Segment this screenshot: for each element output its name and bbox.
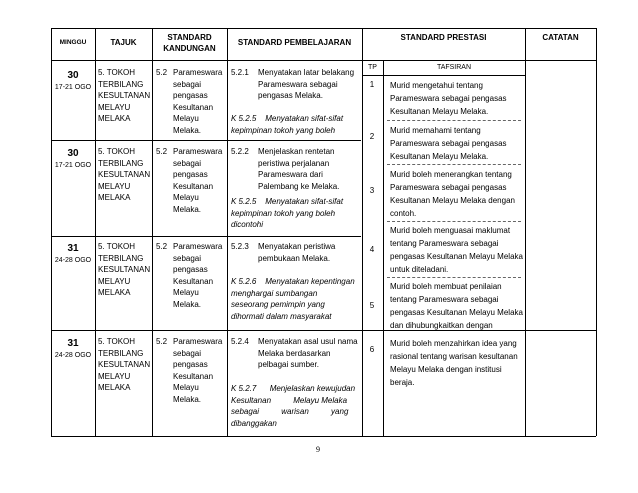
- pembelajaran-text: Menyatakan peristiwa pembukaan Melaka.: [258, 242, 336, 263]
- pembelajaran-kurikulum-text: K 5.2.5 Menyatakan sifat-sifat kepimpinan tokoh yang boleh: [231, 114, 344, 135]
- tafsiran-text: Murid memahami tentang Parameswara sebagai pengasas Kesultanan Melayu Melaka.: [390, 126, 507, 161]
- header-minggu: MINGGU: [59, 39, 87, 46]
- page-number: 9: [316, 445, 320, 454]
- table-border-top: [51, 28, 596, 29]
- tajuk-text: 5. TOKOH TERBILANG KESULTANAN MELAYU MELAKA: [98, 147, 151, 203]
- tajuk-text: 5. TOKOH TERBILANG KESULTANAN MELAYU MELAKA: [98, 68, 151, 124]
- week-date: 24-28 OGO: [54, 257, 92, 264]
- tp-level: 5: [369, 301, 375, 310]
- col-divider-tp: [383, 60, 384, 436]
- tafsiran-text: Murid boleh menguasai maklumat tentang Parameswara sebagai pengasas Kesultanan Melayu Melaka untuk diteladani.: [390, 226, 523, 274]
- header-tp: TP: [368, 64, 377, 71]
- kandungan-number: 5.2: [156, 242, 168, 251]
- kandungan-text: Parameswara sebagai pengasas Kesultanan Melayu Melaka.: [173, 147, 223, 214]
- pembelajaran-text: Menyatakan latar belakang Parameswara sebagai pengasas Melaka.: [258, 68, 355, 101]
- week-number: 30: [67, 70, 79, 81]
- header-standard-prestasi: STANDARD PRESTASI: [400, 33, 487, 42]
- pembelajaran-text: Menyatakan asal usul nama Melaka berdasarkan pelbagai sumber.: [258, 337, 358, 370]
- row-divider-2: [51, 236, 361, 237]
- pembelajaran-number: 5.2.3: [231, 242, 249, 251]
- pembelajaran-number: 5.2.1: [231, 68, 249, 77]
- kandungan-number: 5.2: [156, 147, 168, 156]
- tp-level: 6: [369, 345, 375, 354]
- pembelajaran-number: 5.2.2: [231, 147, 249, 156]
- tp-level: 3: [369, 186, 375, 195]
- kandungan-number: 5.2: [156, 337, 168, 346]
- tafsiran-separator: [387, 120, 521, 121]
- week-date: 24-28 OGO: [54, 352, 92, 359]
- kandungan-text: Parameswara sebagai pengasas Kesultanan Melayu Melaka.: [173, 242, 223, 309]
- tp-level: 2: [369, 132, 375, 141]
- tafsiran-separator: [387, 164, 521, 165]
- week-date: 17-21 OGO: [54, 162, 92, 169]
- col-divider-prestasi: [525, 28, 526, 436]
- pembelajaran-kurikulum-text: K 5.2.5 Menyatakan sifat-sifat kepimpinan tokoh yang boleh dicontohi: [231, 197, 344, 230]
- table-border-right: [596, 28, 597, 436]
- week-number: 30: [67, 148, 79, 159]
- header-tafsiran: TAFSIRAN: [436, 64, 472, 71]
- row-divider-1: [51, 140, 361, 141]
- header-standard-pembelajaran: STANDARD PEMBELAJARAN: [237, 38, 352, 47]
- col-divider-pembelajaran: [362, 28, 363, 436]
- header-divider: [51, 60, 596, 61]
- col-divider-tajuk: [152, 28, 153, 436]
- tp-level: 1: [369, 80, 375, 89]
- tafsiran-text: Murid boleh membuat penilaian tentang Parameswara sebagai pengasas Kesultanan Melayu Melaka dan dihubungkaitkan dengan: [390, 282, 523, 330]
- header-tajuk: TAJUK: [110, 38, 137, 47]
- pembelajaran-kurikulum-text: K 5.2.7 Menjelaskan kewujudan Kesultanan Melayu Melaka sebagai warisan yang dibanggakan: [231, 384, 356, 428]
- header-catatan: CATATAN: [542, 33, 579, 42]
- pembelajaran-text: Menjelaskan rentetan peristiwa perjalanan Parameswara dari Palembang ke Melaka.: [258, 147, 340, 191]
- pembelajaran-number: 5.2.4: [231, 337, 249, 346]
- col-divider-kandungan: [227, 28, 228, 436]
- tafsiran-text: Murid boleh menerangkan tentang Parameswara sebagai pengasas Kesultanan Melayu Melaka dengan contoh.: [390, 170, 515, 218]
- pembelajaran-kurikulum-text: K 5.2.6 Menyatakan kepentingan menghargai sumbangan seseorang pemimpin yang dihormati dalam masyarakat: [231, 277, 355, 321]
- kandungan-text: Parameswara sebagai pengasas Kesultanan Melayu Melaka.: [173, 68, 223, 135]
- tajuk-text: 5. TOKOH TERBILANG KESULTANAN MELAYU MELAKA: [98, 337, 151, 393]
- kandungan-number: 5.2: [156, 68, 168, 77]
- tafsiran-text: Murid mengetahui tentang Parameswara sebagai pengasas Kesultanan Melayu Melaka.: [390, 81, 507, 116]
- tajuk-text: 5. TOKOH TERBILANG KESULTANAN MELAYU MELAKA: [98, 242, 151, 298]
- prestasi-subheader-divider: [362, 75, 525, 76]
- tafsiran-separator: [387, 277, 521, 278]
- table-border-bottom: [51, 436, 596, 437]
- week-date: 17-21 OGO: [54, 84, 92, 91]
- tp-level: 4: [369, 245, 375, 254]
- week-number: 31: [67, 338, 79, 349]
- tafsiran-separator: [387, 221, 521, 222]
- tafsiran-text: Murid boleh menzahirkan idea yang rasional tentang warisan kesultanan Melayu Melaka dengan institusi beraja.: [390, 339, 518, 387]
- week-number: 31: [67, 243, 79, 254]
- kandungan-text: Parameswara sebagai pengasas Kesultanan Melayu Melaka.: [173, 337, 223, 404]
- header-standard-kandungan: STANDARD KANDUNGAN: [163, 33, 216, 53]
